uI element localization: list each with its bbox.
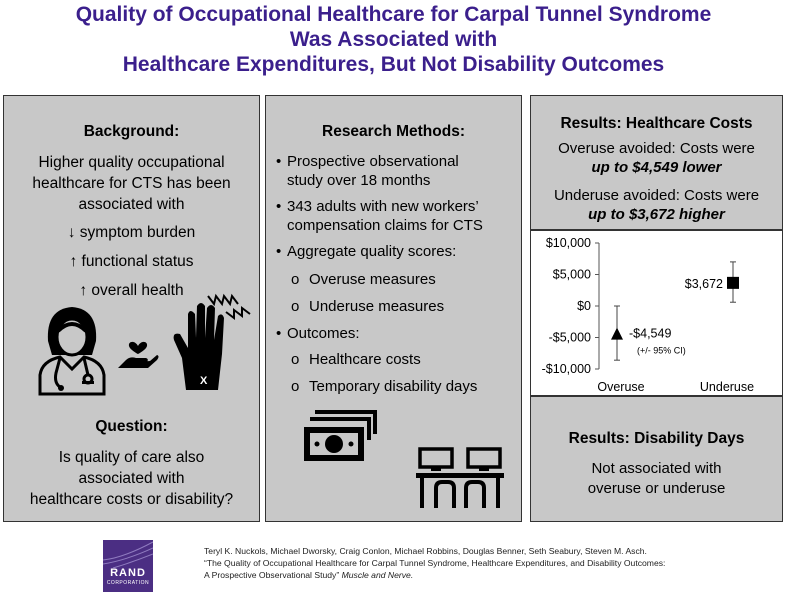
- research-methods-panel: [265, 95, 522, 522]
- y-tick-label: $10,000: [545, 236, 591, 250]
- data-label-overuse: -$4,549: [629, 326, 672, 341]
- background-intro: Higher quality occupational healthcare for CTS has been associated with: [32, 154, 231, 213]
- data-point-underuse: [727, 277, 739, 289]
- list-item: ↑ overall health: [79, 282, 184, 299]
- healthcare-costs-heading: Results: Healthcare Costs: [560, 115, 753, 132]
- disability-text: Not associated with overuse or underuse: [587, 460, 726, 497]
- money-icon: [301, 408, 381, 466]
- question-heading: Question:: [95, 418, 168, 435]
- citation-journal: Muscle and Nerve.: [341, 570, 414, 580]
- list-item: • Outcomes:: [276, 325, 360, 342]
- page-title: Quality of Occupational Healthcare for Carpal Tunnel Syndrome Was Associated with Healthcare Expenditures, But Not Disability Outcomes: [75, 3, 712, 76]
- question-text: Is quality of care also associated with healthcare costs or disability?: [29, 449, 234, 508]
- heart-hand-icon: [116, 334, 160, 372]
- rand-logo-sub: CORPORATION: [106, 580, 150, 586]
- list-item: o Healthcare costs: [291, 351, 421, 368]
- citation-authors: Teryl K. Nuckols, Michael Dworsky, Craig Conlon, Michael Robbins, Douglas Benner, Seth Seabury, Steven M. Asch.: [204, 546, 647, 556]
- list-item: o Underuse measures: [291, 298, 445, 315]
- cost-chart: [530, 230, 783, 396]
- list-item: o Temporary disability days: [291, 378, 478, 395]
- methods-heading: Research Methods:: [322, 123, 465, 140]
- citation: [204, 545, 784, 581]
- list-item: • Prospective observational study over 18 months: [276, 153, 459, 189]
- hand-mark-label: X: [200, 375, 208, 387]
- x-tick-label: Overuse: [597, 380, 645, 394]
- x-tick-label: Underuse: [699, 380, 755, 394]
- disability-days-panel: [530, 396, 783, 522]
- list-item: • Aggregate quality scores:: [276, 243, 457, 260]
- background-heading: Background:: [83, 123, 180, 140]
- list-item: ↓ symptom burden: [67, 224, 196, 241]
- rand-logo: [103, 540, 153, 592]
- y-tick-label: -$10,000: [541, 362, 591, 376]
- overuse-result: Overuse avoided: Costs were up to $4,549 lower: [558, 140, 755, 176]
- rand-logo-waves-icon: [103, 540, 153, 568]
- list-item: o Overuse measures: [291, 271, 436, 288]
- data-point-overuse: [611, 328, 623, 340]
- background-panel: [3, 95, 260, 522]
- ci-annotation: (+/- 95% CI): [637, 345, 686, 356]
- list-item: ↑ functional status: [69, 253, 194, 270]
- list-item: • 343 adults with new workers’ compensation claims for CTS: [276, 198, 483, 234]
- y-tick-label: -$5,000: [548, 330, 591, 345]
- healthcare-costs-panel: [530, 95, 783, 230]
- y-tick-label: $0: [577, 299, 591, 313]
- office-workers-icon: [414, 446, 506, 510]
- raised-hand-icon: [164, 292, 254, 392]
- disability-heading: Results: Disability Days: [568, 430, 745, 447]
- data-label-underuse: $3,672: [684, 276, 723, 291]
- underuse-result: Underuse avoided: Costs were up to $3,672 higher: [553, 187, 760, 223]
- y-tick-label: $5,000: [552, 267, 591, 282]
- doctor-icon: [32, 301, 112, 396]
- rand-logo-name: RAND: [110, 567, 146, 579]
- citation-title: “The Quality of Occupational Healthcare for Carpal Tunnel Syndrome, Healthcare Expenditures, and Disability Outcomes:: [204, 558, 666, 568]
- citation-title-2: A Prospective Observational Study” Muscle and Nerve.: [204, 570, 414, 580]
- cost-chart-svg: [531, 231, 784, 397]
